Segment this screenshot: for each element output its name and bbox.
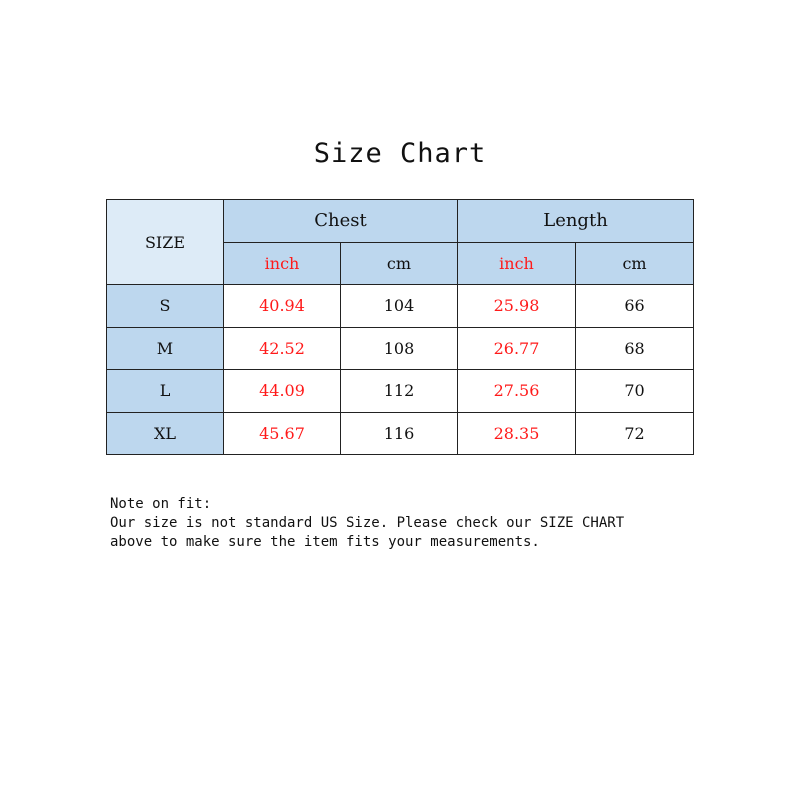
length-inch-unit: inch <box>458 242 576 285</box>
chest-inch-unit: inch <box>224 242 341 285</box>
length-cm-cell: 68 <box>576 327 694 370</box>
size-header: SIZE <box>107 200 224 285</box>
length-cm-cell: 70 <box>576 370 694 413</box>
fit-note-line: above to make sure the item fits your measurements. <box>110 534 540 550</box>
size-cell: XL <box>107 412 224 455</box>
chest-inch-cell: 40.94 <box>224 285 341 328</box>
length-inch-cell: 26.77 <box>458 327 576 370</box>
chest-inch-cell: 42.52 <box>224 327 341 370</box>
length-inch-cell: 27.56 <box>458 370 576 413</box>
length-header: Length <box>458 200 694 243</box>
chest-cm-cell: 104 <box>341 285 458 328</box>
length-inch-cell: 28.35 <box>458 412 576 455</box>
chest-cm-cell: 108 <box>341 327 458 370</box>
table-row <box>107 285 694 328</box>
fit-note-line: Our size is not standard US Size. Please check our SIZE CHART <box>110 515 625 531</box>
chest-header: Chest <box>224 200 458 243</box>
length-cm-cell: 66 <box>576 285 694 328</box>
fit-note <box>110 495 624 552</box>
table-header-row <box>107 200 694 243</box>
chest-cm-cell: 112 <box>341 370 458 413</box>
fit-note-heading: Note on fit: <box>110 496 212 512</box>
chest-cm-unit: cm <box>341 242 458 285</box>
table-row <box>107 327 694 370</box>
chest-cm-cell: 116 <box>341 412 458 455</box>
size-cell: L <box>107 370 224 413</box>
length-inch-cell: 25.98 <box>458 285 576 328</box>
chest-inch-cell: 45.67 <box>224 412 341 455</box>
size-cell: M <box>107 327 224 370</box>
size-cell: S <box>107 285 224 328</box>
page-title: Size Chart <box>313 138 487 169</box>
length-cm-cell: 72 <box>576 412 694 455</box>
chest-inch-cell: 44.09 <box>224 370 341 413</box>
size-chart-table <box>106 199 694 455</box>
length-cm-unit: cm <box>576 242 694 285</box>
table-row <box>107 412 694 455</box>
table-row <box>107 370 694 413</box>
